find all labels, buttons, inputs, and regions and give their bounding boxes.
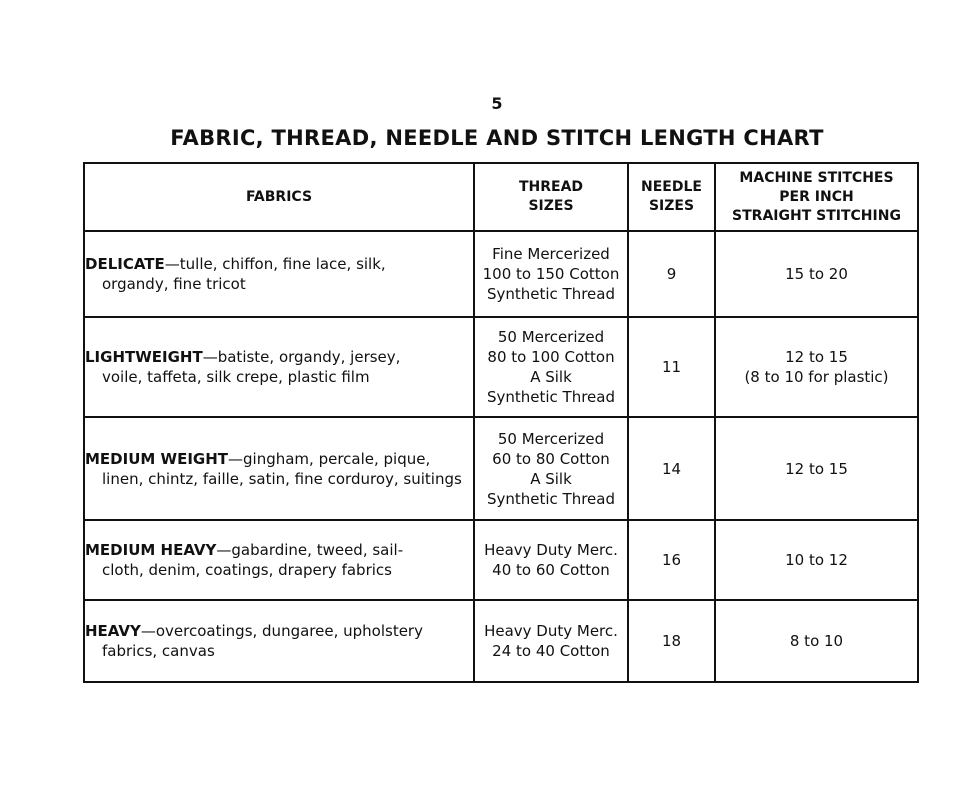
thread-size-line: Synthetic Thread (486, 285, 616, 303)
header-needle-line: SIZES (648, 198, 695, 214)
header-thread-line: THREAD (518, 179, 584, 195)
fabric-cell (84, 231, 474, 317)
thread-size-line: Heavy Duty Merc. (484, 541, 618, 559)
fabric-category: DELICATE (85, 255, 165, 273)
fabric-description: —gingham, percale, pique, (228, 449, 431, 468)
table-row (84, 600, 918, 682)
stitch-length-cell (715, 520, 918, 600)
table-row (84, 231, 918, 317)
fabric-cell (84, 317, 474, 417)
thread-size-cell (474, 231, 628, 317)
fabric-description-continued: linen, chintz, faille, satin, fine corduroy, suitings (102, 469, 462, 488)
thread-size-line: 50 Mercerized (497, 328, 605, 346)
header-stitches-line: MACHINE STITCHES (739, 169, 894, 186)
thread-size-line: 24 to 40 Cotton (492, 642, 610, 660)
header-fabrics (84, 163, 474, 231)
stitch-length-cell (715, 417, 918, 520)
fabric-category: MEDIUM WEIGHT (85, 449, 229, 468)
thread-size-line: A Silk (530, 368, 572, 386)
thread-size-cell (474, 600, 628, 682)
fabric-description: —batiste, organdy, jersey, (202, 348, 401, 366)
needle-size-cell: 18 (628, 600, 715, 682)
thread-size-line: A Silk (530, 469, 572, 488)
fabric-category: HEAVY (85, 622, 141, 640)
header-stitches-line: PER INCH (779, 188, 854, 205)
header-fabrics-label: FABRICS (245, 188, 313, 205)
thread-size-line: 40 to 60 Cotton (492, 561, 610, 579)
thread-size-line: 100 to 150 Cotton (482, 265, 620, 283)
thread-size-line: 80 to 100 Cotton (487, 348, 615, 366)
needle-size-cell: 11 (628, 317, 715, 417)
fabric-description-continued: voile, taffeta, silk crepe, plastic film (102, 368, 370, 386)
header-thread-sizes (474, 163, 628, 231)
thread-size-line: Heavy Duty Merc. (484, 622, 618, 640)
fabric-category: MEDIUM HEAVY (85, 541, 217, 559)
fabric-description-continued: fabrics, canvas (102, 642, 215, 660)
table-header-row (84, 163, 918, 231)
header-thread-line: SIZES (528, 198, 574, 214)
thread-size-cell (474, 520, 628, 600)
thread-size-line: Synthetic Thread (486, 388, 616, 406)
fabric-description: —overcoatings, dungaree, upholstery (140, 622, 423, 640)
thread-size-line: Fine Mercerized (492, 245, 610, 263)
fabric-description-continued: cloth, denim, coatings, drapery fabrics (102, 561, 392, 579)
stitch-length-cell (715, 600, 918, 682)
page-number: 5 (491, 94, 503, 113)
table-row (84, 417, 918, 520)
table-row (84, 317, 918, 417)
needle-size-cell: 14 (628, 417, 715, 520)
fabric-description-continued: organdy, fine tricot (102, 275, 246, 293)
stitch-length-line: 12 to 15 (785, 459, 848, 478)
stitch-length-line: (8 to 10 for plastic) (744, 368, 889, 386)
needle-size-cell: 9 (628, 231, 715, 317)
fabric-category: LIGHTWEIGHT (85, 348, 203, 366)
stitch-length-cell (715, 231, 918, 317)
fabric-cell (84, 417, 474, 520)
stitch-length-line: 12 to 15 (785, 348, 848, 366)
table-row (84, 520, 918, 600)
stitch-length-cell (715, 317, 918, 417)
header-stitches-line: STRAIGHT STITCHING (732, 207, 901, 224)
fabric-cell (84, 520, 474, 600)
header-machine-stitches (715, 163, 918, 231)
fabric-cell (84, 600, 474, 682)
fabric-description: —gabardine, tweed, sail- (216, 541, 404, 559)
thread-size-line: Synthetic Thread (486, 489, 616, 508)
header-needle-line: NEEDLE (641, 179, 702, 195)
thread-size-cell (474, 417, 628, 520)
thread-size-cell (474, 317, 628, 417)
page-title: FABRIC, THREAD, NEEDLE AND STITCH LENGTH CHART (170, 126, 824, 150)
header-needle-sizes (628, 163, 715, 231)
stitch-length-line: 8 to 10 (789, 632, 844, 650)
stitch-length-line: 10 to 12 (785, 551, 848, 569)
fabric-description: —tulle, chiffon, fine lace, silk, (164, 255, 386, 273)
stitch-length-line: 15 to 20 (785, 265, 848, 283)
needle-size-cell: 16 (628, 520, 715, 600)
thread-size-line: 60 to 80 Cotton (492, 449, 610, 468)
thread-size-line: 50 Mercerized (497, 429, 605, 448)
fabric-chart-table (83, 162, 919, 683)
